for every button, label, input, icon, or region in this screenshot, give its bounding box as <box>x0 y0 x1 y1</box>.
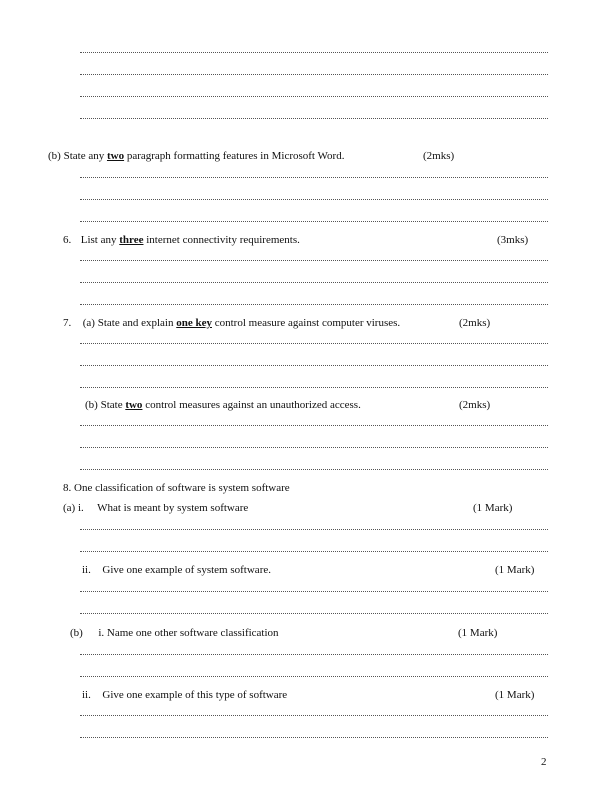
answer-line <box>80 363 548 366</box>
question-7a: 7. (a) State and explain one key control measure against computer viruses. <box>63 317 401 329</box>
question-8a-ii: ii. Give one example of system software. <box>82 564 271 576</box>
sub-label: (a) <box>63 502 76 514</box>
answer-line <box>80 652 548 655</box>
answer-line <box>80 302 548 305</box>
answer-line <box>80 50 548 53</box>
question-8-intro: 8. One classification of software is system software <box>63 482 290 494</box>
answer-line <box>80 175 548 178</box>
answer-line <box>80 445 548 448</box>
emphasis-keyword: two <box>106 150 125 162</box>
answer-line <box>80 735 548 738</box>
marks-label: (3mks) <box>497 234 529 246</box>
answer-line <box>80 713 548 716</box>
emphasis-keyword: two <box>125 399 143 411</box>
answer-line <box>80 219 548 222</box>
marks-label: (1 Mark) <box>458 627 498 639</box>
question-8a-i: (a) i. What is meant by system software <box>63 502 249 514</box>
answer-line <box>80 341 548 344</box>
answer-line <box>80 280 548 283</box>
sub-label: (b) <box>85 399 98 411</box>
marks-label: (1 Mark) <box>495 564 535 576</box>
roman-label: i. <box>77 502 84 514</box>
page-number: 2 <box>541 756 547 768</box>
answer-line <box>80 72 548 75</box>
answer-line <box>80 423 548 426</box>
answer-line <box>80 385 548 388</box>
marks-label: (2mks) <box>459 399 491 411</box>
roman-label: ii. <box>82 564 91 576</box>
marks-label: (1 Mark) <box>495 689 535 701</box>
question-6: 6. List any three internet connectivity requirements. <box>63 234 300 246</box>
answer-line <box>80 94 548 97</box>
question-label: (b) <box>48 150 61 162</box>
question-8b-i: (b) i. Name one other software classification <box>70 627 279 639</box>
answer-line <box>80 674 548 677</box>
emphasis-keyword: one key <box>176 317 212 329</box>
marks-label: (2mks) <box>459 317 491 329</box>
marks-label: (2mks) <box>423 150 455 162</box>
question-number: 6. <box>63 234 72 246</box>
question-number: 7. <box>63 317 72 329</box>
question-7b: (b) State two control measures against an unauthorized access. <box>85 399 361 411</box>
marks-label: (1 Mark) <box>473 502 513 514</box>
answer-line <box>80 258 548 261</box>
sub-label: (b) <box>70 627 83 639</box>
question-5b: (b) State any two paragraph formatting features in Microsoft Word. <box>48 150 345 162</box>
question-8b-ii: ii. Give one example of this type of software <box>82 689 288 701</box>
answer-line <box>80 589 548 592</box>
answer-line <box>80 197 548 200</box>
answer-line <box>80 527 548 530</box>
emphasis-keyword: three <box>119 234 144 246</box>
answer-line <box>80 611 548 614</box>
answer-line <box>80 549 548 552</box>
answer-line <box>80 116 548 119</box>
roman-label: ii. <box>82 689 91 701</box>
sub-label: (a) <box>82 317 95 329</box>
answer-line <box>80 467 548 470</box>
